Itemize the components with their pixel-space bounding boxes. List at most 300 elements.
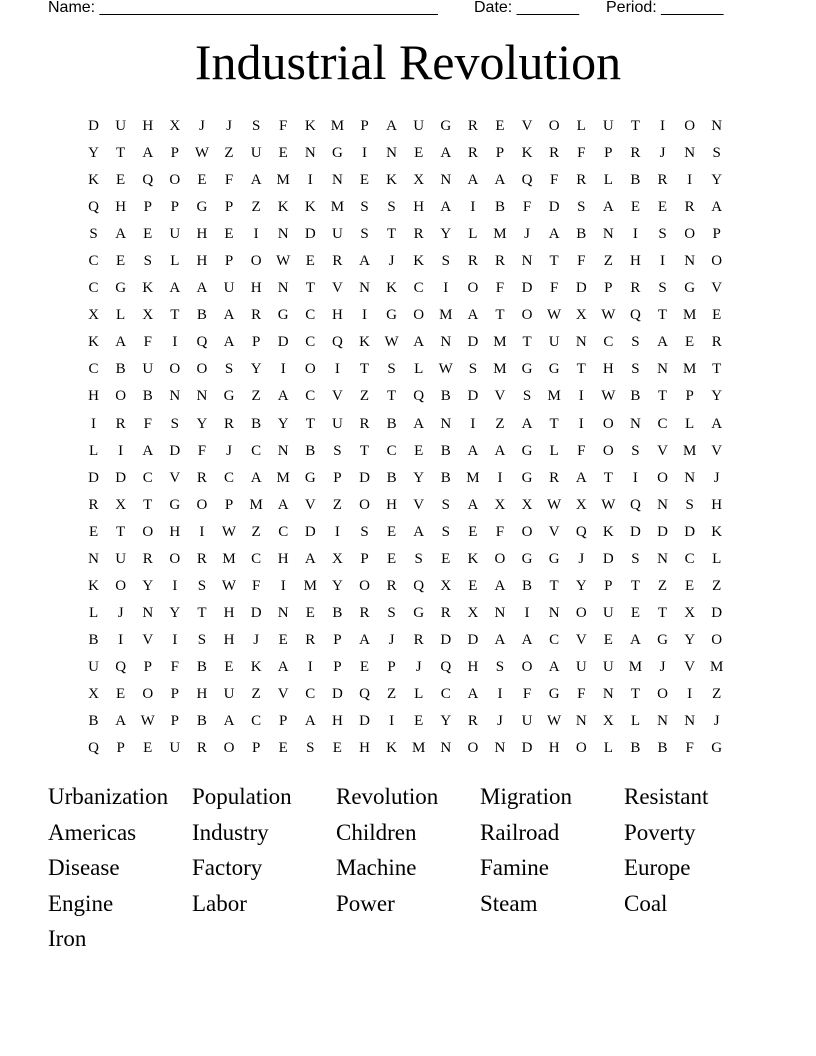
grid-letter: B <box>196 307 207 324</box>
grid-letter: D <box>630 523 641 540</box>
grid-letter: R <box>88 496 99 513</box>
grid-letter: A <box>494 172 506 189</box>
grid-letter: I <box>470 199 476 216</box>
grid-letter: N <box>196 388 208 405</box>
grid-letter: H <box>196 685 208 702</box>
grid-letter: K <box>88 577 99 594</box>
grid-letter: Q <box>88 740 99 757</box>
grid-letter: W <box>438 361 453 378</box>
grid-letter: Q <box>331 334 343 351</box>
grid-letter: U <box>169 226 181 243</box>
grid-letter: O <box>657 685 668 702</box>
grid-letter: D <box>88 469 99 486</box>
grid-letter: K <box>413 253 425 270</box>
grid-letter: T <box>657 388 668 405</box>
grid-letter: A <box>521 415 533 432</box>
grid-letter: A <box>223 713 235 730</box>
grid-letter: B <box>115 361 126 378</box>
grid-letter: S <box>712 145 721 162</box>
grid-letter: C <box>88 253 99 270</box>
grid-letter: G <box>331 145 343 162</box>
grid-letter: A <box>630 631 641 648</box>
grid-letter: H <box>277 550 289 567</box>
grid-letter: T <box>116 523 126 540</box>
grid-letter: E <box>685 334 695 351</box>
grid-letter: B <box>196 713 207 730</box>
grid-letter: H <box>169 523 181 540</box>
grid-letter: F <box>495 523 505 540</box>
grid-letter: S <box>333 442 342 459</box>
grid-letter: U <box>548 334 560 351</box>
grid-letter: B <box>630 172 641 189</box>
grid-letter: P <box>360 118 369 134</box>
grid-letter: B <box>196 658 207 675</box>
grid-letter: R <box>684 199 695 216</box>
grid-letter: R <box>251 307 262 324</box>
grid-letter: T <box>657 604 668 621</box>
grid-letter: D <box>115 469 127 486</box>
grid-letter: Y <box>711 172 723 189</box>
grid-letter: A <box>359 253 370 270</box>
grid-letter: Z <box>603 253 613 270</box>
grid-letter: S <box>360 226 369 243</box>
grid-letter: T <box>305 415 315 432</box>
grid-letter: R <box>467 253 478 270</box>
grid-letter: G <box>277 307 289 324</box>
grid-letter: A <box>223 334 235 351</box>
grid-letter: V <box>494 388 506 405</box>
grid-letter: O <box>684 226 696 243</box>
grid-letter: D <box>88 118 99 134</box>
period-field[interactable]: Period: _______ <box>606 0 724 16</box>
grid-letter: X <box>440 577 452 594</box>
grid-letter: B <box>576 226 587 243</box>
grid-letter: K <box>88 172 99 189</box>
grid-letter: F <box>577 253 586 270</box>
grid-letter: E <box>414 442 424 459</box>
grid-letter: S <box>197 577 207 594</box>
grid-letter: M <box>682 361 697 378</box>
grid-letter: N <box>521 253 533 270</box>
grid-letter: E <box>332 740 342 757</box>
grid-letter: D <box>684 523 696 540</box>
grid-letter: R <box>196 550 207 567</box>
grid-letter: T <box>359 442 370 459</box>
grid-letter: G <box>169 496 181 513</box>
grid-letter: Z <box>251 685 261 702</box>
grid-letter: U <box>413 118 425 134</box>
grid-letter: K <box>142 280 154 297</box>
grid-letter: K <box>304 199 316 216</box>
grid-letter: P <box>170 199 179 216</box>
word-bank-item: Labor <box>192 890 247 916</box>
grid-letter: J <box>117 604 124 621</box>
grid-letter: B <box>142 388 153 405</box>
grid-letter: B <box>494 199 505 216</box>
grid-letter: R <box>440 604 451 621</box>
grid-letter: G <box>196 199 208 216</box>
grid-letter: P <box>224 199 234 216</box>
grid-letter: U <box>331 415 343 432</box>
grid-letter: N <box>142 604 154 621</box>
grid-letter: N <box>684 145 696 162</box>
grid-letter: F <box>197 442 207 459</box>
grid-letter: A <box>196 280 208 297</box>
grid-letter: O <box>521 658 533 675</box>
grid-letter: C <box>386 442 397 459</box>
grid-letter: R <box>359 415 370 432</box>
grid-letter: R <box>711 334 722 351</box>
grid-letter: B <box>440 442 451 459</box>
word-bank-item: Population <box>192 784 292 809</box>
grid-letter: S <box>631 550 640 567</box>
grid-letter: A <box>602 199 614 216</box>
grid-letter: R <box>576 172 587 189</box>
grid-letter: A <box>521 631 533 648</box>
grid-letter: N <box>657 550 668 567</box>
grid-letter: P <box>251 334 261 351</box>
grid-letter: I <box>578 415 584 432</box>
grid-letter: C <box>251 442 262 459</box>
grid-letter: B <box>657 740 668 757</box>
grid-letter: S <box>631 361 640 378</box>
grid-letter: A <box>304 550 316 567</box>
grid-letter: S <box>685 496 694 513</box>
grid-letter: D <box>521 280 533 297</box>
grid-letter: I <box>280 361 286 378</box>
grid-letter: X <box>684 604 696 621</box>
grid-letter: G <box>657 631 668 648</box>
grid-letter: W <box>276 253 291 270</box>
name-field[interactable]: Name: ______________________________________ <box>48 0 438 16</box>
grid-letter: D <box>331 685 343 702</box>
grid-letter: A <box>386 118 397 134</box>
grid-letter: O <box>142 685 154 702</box>
grid-letter: R <box>196 469 207 486</box>
word-bank-item: Americas <box>48 819 137 845</box>
grid-letter: P <box>333 469 342 486</box>
grid-letter: C <box>305 388 316 405</box>
grid-letter: F <box>279 118 288 134</box>
grid-letter: H <box>711 496 723 513</box>
grid-letter: X <box>521 496 533 513</box>
grid-letter: L <box>88 442 99 459</box>
grid-letter: I <box>172 577 178 594</box>
grid-letter: N <box>575 334 587 351</box>
grid-letter: D <box>467 631 479 648</box>
grid-letter: B <box>386 469 397 486</box>
grid-letter: M <box>710 658 724 675</box>
grid-letter: F <box>549 172 559 189</box>
grid-letter: V <box>711 442 723 459</box>
grid-letter: A <box>657 334 668 351</box>
grid-letter: D <box>467 388 479 405</box>
grid-letter: M <box>439 307 453 324</box>
grid-letter: G <box>304 469 316 486</box>
grid-letter: I <box>172 334 178 351</box>
grid-letter: A <box>277 658 289 675</box>
grid-letter: X <box>331 550 343 567</box>
grid-letter: L <box>603 172 613 189</box>
grid-letter: R <box>196 740 207 757</box>
grid-letter: L <box>88 604 99 621</box>
grid-letter: H <box>467 658 479 675</box>
grid-letter: A <box>250 172 262 189</box>
grid-letter: K <box>359 334 370 351</box>
grid-letter: E <box>143 226 153 243</box>
grid-letter: S <box>143 253 152 270</box>
grid-letter: A <box>223 307 235 324</box>
grid-letter: M <box>330 199 345 216</box>
grid-letter: U <box>115 550 127 567</box>
grid-letter: O <box>602 415 614 432</box>
grid-letter: B <box>88 713 99 730</box>
grid-letter: C <box>657 415 668 432</box>
grid-letter: X <box>169 118 181 134</box>
grid-letter: G <box>115 280 127 297</box>
grid-letter: G <box>711 740 723 757</box>
grid-letter: G <box>521 469 533 486</box>
grid-letter: H <box>331 713 343 730</box>
date-field[interactable]: Date: _______ <box>474 0 579 16</box>
grid-letter: N <box>88 550 99 567</box>
grid-letter: Z <box>386 685 397 702</box>
grid-letter: P <box>360 550 369 567</box>
grid-letter: B <box>440 469 451 486</box>
grid-letter: P <box>143 199 152 216</box>
grid-letter: T <box>630 577 640 594</box>
grid-letter: E <box>386 550 397 567</box>
grid-letter: T <box>549 577 559 594</box>
grid-letter: T <box>712 361 722 378</box>
grid-letter: I <box>578 388 584 405</box>
grid-letter: Z <box>251 388 261 405</box>
grid-letter: K <box>521 145 533 162</box>
grid-letter: T <box>495 307 505 324</box>
grid-letter: E <box>88 523 99 540</box>
grid-letter: Q <box>88 199 99 216</box>
grid-letter: J <box>199 118 205 134</box>
grid-letter: U <box>88 658 99 675</box>
grid-letter: M <box>222 550 236 567</box>
grid-letter: Y <box>277 415 289 432</box>
grid-letter: F <box>522 199 532 216</box>
grid-letter: J <box>253 631 260 648</box>
word-bank-item: Disease <box>48 855 120 881</box>
grid-letter: E <box>712 307 722 324</box>
word-bank-item: Coal <box>624 890 668 916</box>
grid-letter: I <box>253 226 259 243</box>
grid-letter: A <box>548 658 560 675</box>
grid-letter: S <box>441 253 450 270</box>
grid-letter: R <box>142 550 153 567</box>
grid-letter: C <box>305 685 316 702</box>
grid-letter: O <box>169 361 181 378</box>
grid-letter: U <box>521 713 533 730</box>
word-bank-item: Engine <box>48 890 114 916</box>
grid-letter: I <box>443 280 449 297</box>
grid-letter: T <box>522 334 532 351</box>
grid-letter: K <box>250 658 262 675</box>
grid-letter: Z <box>251 523 261 540</box>
grid-letter: Z <box>712 577 722 594</box>
grid-letter: I <box>632 469 638 486</box>
grid-letter: A <box>277 496 289 513</box>
grid-letter: A <box>467 307 479 324</box>
grid-letter: R <box>494 253 505 270</box>
grid-letter: O <box>575 740 587 757</box>
grid-letter: P <box>170 145 179 162</box>
grid-letter: D <box>548 199 560 216</box>
grid-letter: C <box>305 307 316 324</box>
grid-letter: R <box>413 226 424 243</box>
grid-letter: D <box>359 713 370 730</box>
word-bank-item: Industry <box>192 819 269 845</box>
grid-letter: H <box>223 631 235 648</box>
grid-letter: P <box>604 280 613 297</box>
grid-letter: W <box>221 523 237 540</box>
grid-letter: K <box>386 172 397 189</box>
word-bank-item: Power <box>336 890 395 916</box>
grid-letter: R <box>467 118 478 134</box>
grid-letter: I <box>280 577 286 594</box>
grid-letter: R <box>359 604 370 621</box>
grid-letter: V <box>331 388 343 405</box>
grid-letter: M <box>493 334 507 351</box>
grid-letter: E <box>197 172 207 189</box>
grid-letter: I <box>118 442 124 459</box>
grid-letter: N <box>684 253 696 270</box>
grid-letter: Y <box>711 388 723 405</box>
grid-letter: W <box>547 307 562 324</box>
grid-letter: G <box>440 118 452 134</box>
grid-letter: M <box>412 740 426 757</box>
grid-letter: G <box>684 280 696 297</box>
grid-letter: R <box>305 631 316 648</box>
grid-letter: X <box>88 307 99 324</box>
grid-letter: G <box>548 685 560 702</box>
grid-letter: E <box>630 199 640 216</box>
grid-letter: C <box>440 685 451 702</box>
grid-letter: O <box>575 604 587 621</box>
grid-letter: O <box>413 307 425 324</box>
grid-letter: D <box>304 523 316 540</box>
grid-letter: I <box>660 253 666 270</box>
grid-letter: C <box>603 334 614 351</box>
grid-letter: V <box>711 280 723 297</box>
grid-letter: T <box>170 307 180 324</box>
grid-letter: N <box>331 172 343 189</box>
grid-letter: O <box>359 496 370 513</box>
grid-letter: R <box>630 280 641 297</box>
grid-letter: J <box>388 631 395 648</box>
grid-letter: U <box>115 118 127 134</box>
word-bank-item: Resistant <box>624 784 709 809</box>
grid-letter: D <box>304 226 316 243</box>
grid-letter: T <box>549 415 559 432</box>
grid-letter: N <box>548 604 560 621</box>
grid-letter: I <box>307 172 313 189</box>
grid-letter: P <box>604 577 613 594</box>
grid-letter: N <box>169 388 181 405</box>
grid-letter: Y <box>88 145 99 162</box>
grid-letter: T <box>576 361 586 378</box>
grid-letter: Y <box>413 469 425 486</box>
grid-letter: S <box>495 658 505 675</box>
grid-letter: L <box>468 226 478 243</box>
grid-letter: D <box>359 469 370 486</box>
grid-letter: I <box>199 523 205 540</box>
grid-letter: N <box>440 740 452 757</box>
grid-letter: E <box>468 577 478 594</box>
grid-letter: G <box>521 442 533 459</box>
grid-letter: W <box>194 145 209 162</box>
grid-letter: I <box>334 361 340 378</box>
grid-letter: S <box>224 361 234 378</box>
grid-letter: H <box>88 388 99 405</box>
grid-letter: H <box>115 199 127 216</box>
grid-letter: I <box>172 631 178 648</box>
grid-letter: N <box>277 226 289 243</box>
grid-letter: F <box>143 415 152 432</box>
grid-letter: S <box>306 740 315 757</box>
grid-letter: C <box>224 469 235 486</box>
grid-letter: O <box>304 361 316 378</box>
grid-letter: X <box>413 172 425 189</box>
grid-letter: A <box>711 415 723 432</box>
grid-letter: E <box>441 550 451 567</box>
grid-letter: M <box>682 442 697 459</box>
grid-letter: V <box>575 631 587 648</box>
grid-letter: J <box>713 469 720 486</box>
grid-letter: S <box>658 226 667 243</box>
grid-letter: W <box>601 388 616 405</box>
grid-letter: M <box>466 469 480 486</box>
grid-letter: I <box>687 172 693 189</box>
grid-letter: L <box>414 361 424 378</box>
grid-letter: Q <box>630 307 641 324</box>
grid-letter: J <box>524 226 530 243</box>
grid-letter: E <box>414 713 424 730</box>
word-bank-item: Children <box>336 819 417 845</box>
word-bank-item: Poverty <box>624 819 696 845</box>
grid-letter: V <box>169 469 181 486</box>
grid-letter: J <box>659 658 666 675</box>
grid-letter: O <box>467 280 479 297</box>
grid-letter: H <box>630 253 641 270</box>
grid-letter: O <box>250 253 262 270</box>
word-bank-item: Factory <box>192 855 263 881</box>
grid-letter: H <box>331 307 343 324</box>
grid-letter: S <box>360 523 369 540</box>
grid-letter: M <box>628 658 643 675</box>
grid-letter: E <box>116 172 126 189</box>
grid-letter: I <box>524 604 530 621</box>
grid-letter: C <box>251 550 262 567</box>
grid-letter: A <box>548 226 560 243</box>
grid-letter: A <box>494 577 506 594</box>
grid-letter: O <box>196 496 208 513</box>
grid-letter: R <box>115 415 126 432</box>
grid-letter: S <box>387 361 396 378</box>
grid-letter: E <box>116 685 126 702</box>
grid-letter: T <box>549 253 559 270</box>
grid-letter: I <box>361 307 367 324</box>
grid-letter: H <box>413 199 425 216</box>
grid-letter: B <box>630 740 641 757</box>
word-bank-item: Urbanization <box>48 784 169 809</box>
grid-letter: O <box>684 118 696 134</box>
